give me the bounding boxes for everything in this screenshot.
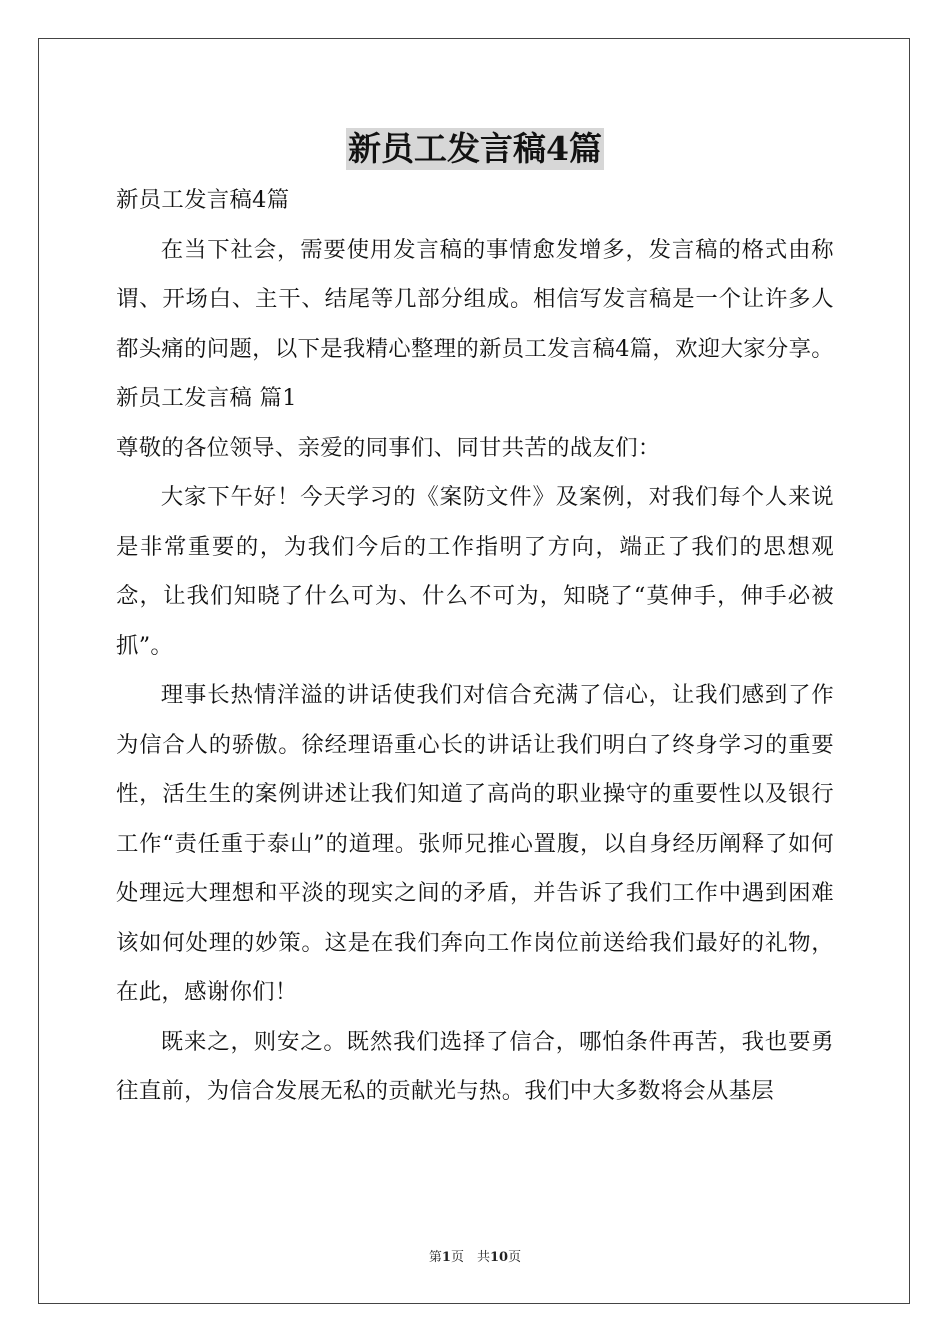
paragraph-0: 新员工发言稿4篇 <box>116 187 290 213</box>
paragraph-4: 大家下午好！今天学习的《案防文件》及案例，对我们每个人来说是非常重要的，为我们今后的工作指明了方向，端正了我们的思想观念，让我们知晓了什么可为、什么不可为，知晓了“莫伸手，伸手必被抓”。 <box>116 484 834 659</box>
paragraph-2: 新员工发言稿 篇1 <box>116 385 297 411</box>
footer-middle: 页 共 <box>450 1250 490 1265</box>
footer-suffix: 页 <box>508 1250 522 1265</box>
footer-total-pages: 10 <box>489 1250 509 1265</box>
footer-page-number: 1 <box>441 1250 451 1265</box>
page-footer <box>0 1246 950 1265</box>
title-wrap <box>0 128 950 170</box>
paragraph-1: 在当下社会，需要使用发言稿的事情愈发增多，发言稿的格式由称谓、开场白、主干、结尾等几部分组成。相信写发言稿是一个让许多人都头痛的问题，以下是我精心整理的新员工发言稿4篇，欢迎大家分享。 <box>116 236 834 362</box>
footer-prefix: 第 <box>428 1250 442 1265</box>
document-title: 新员工发言稿4篇 <box>348 129 602 168</box>
paragraph-6: 既来之，则安之。既然我们选择了信合，哪怕条件再苦，我也要勇往直前，为信合发展无私的贡献光与热。我们中大多数将会从基层 <box>116 1028 834 1104</box>
document-body <box>116 176 834 1117</box>
paragraph-5: 理事长热情洋溢的讲话使我们对信合充满了信心，让我们感到了作为信合人的骄傲。徐经理语重心长的讲话让我们明白了终身学习的重要性，活生生的案例讲述让我们知道了高尚的职业操守的重要性以及银行工作“责任重于泰山”的道理。张师兄推心置腹，以自身经历阐释了如何处理远大理想和平淡的现实之间的矛盾，并告诉了我们工作中遇到困难该如何处理的妙策。这是在我们奔向工作岗位前送给我们最好的礼物，在此，感谢你们！ <box>116 682 834 1005</box>
paragraph-3: 尊敬的各位领导、亲爱的同事们、同甘共苦的战友们： <box>116 434 661 461</box>
